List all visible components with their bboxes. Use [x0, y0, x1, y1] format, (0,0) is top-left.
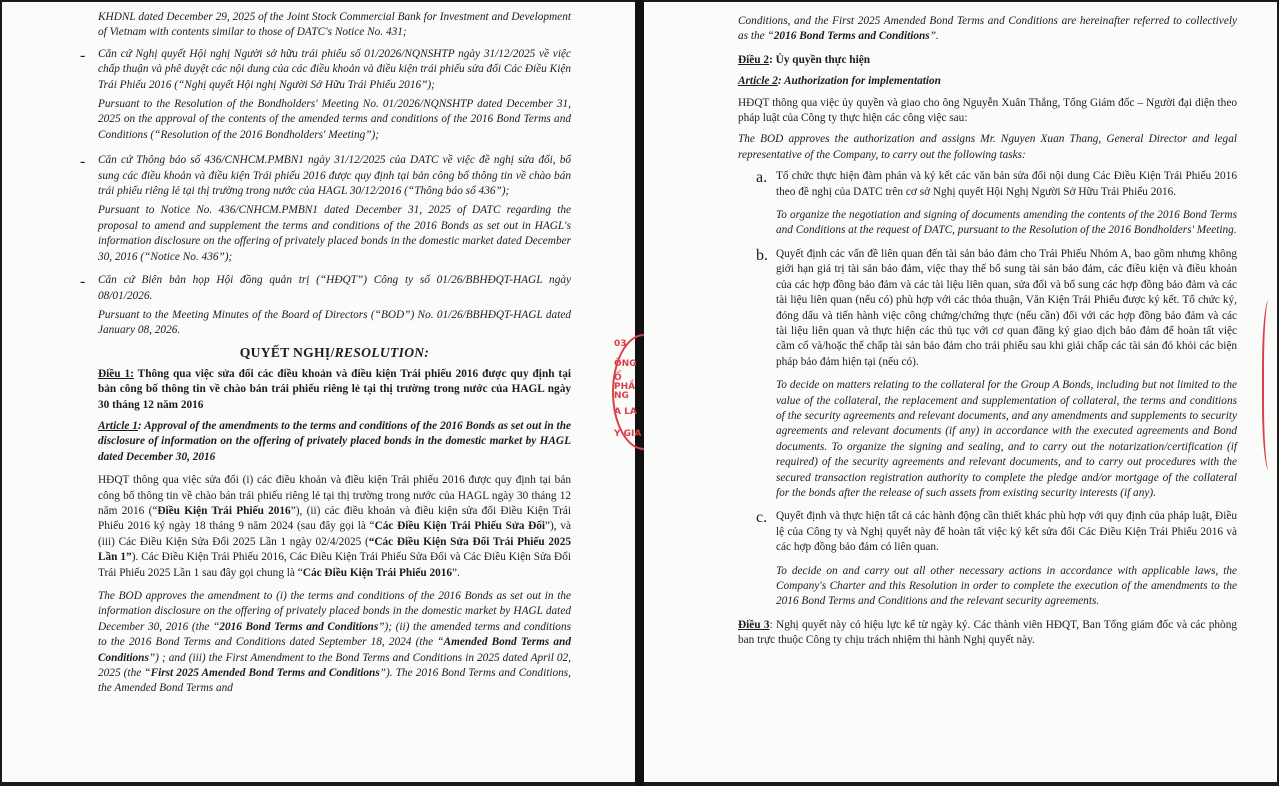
article-2-label-en: Article 2	[738, 75, 778, 88]
text-run: ). Các Điều Kiện Trái Phiếu 2016, Các Điều Kiện Trái Phiếu Sửa Đổi và Các Điều Kiện Sửa Đổi Trái Phiếu 2025 Lần 1 sau đây gọi chung là “	[98, 551, 571, 579]
article-3-label-vn: Điều 3	[738, 618, 770, 631]
preamble-continuation: KHDNL dated December 29, 2025 of the Joint Stock Commercial Bank for Investment and Development of Vietnam with contents similar to those of DATC's Notice No. 431;	[98, 11, 571, 39]
article-2-body-vn: HĐQT thông qua việc ủy quyền và giao cho ông Nguyễn Xuân Thắng, Tổng Giám đốc – Người đại diện theo pháp luật của Công ty thực hiện các công việc sau:	[738, 96, 1237, 125]
defined-term: Các Điều Kiện Trái Phiếu 2016	[302, 566, 453, 579]
item-text-en: To decide on and carry out all other necessary actions in accordance with applicable laws, the Company's Charter and this Resolution in order to complete the execution of the amendments to the 2016 Bond Terms and Conditions and the relevant security agreements.	[776, 564, 1237, 608]
article-1-body-vn	[98, 473, 571, 581]
item-text-vn: Tổ chức thực hiện đàm phán và ký kết các văn bản sửa đổi nội dung Các Điều Kiện Trái Phiếu 2016 theo đề nghị của DATC trên cơ sở Nghị quyết Hội Nghị Người Sở Hữu Trái Phiếu 2016.	[776, 170, 1237, 198]
item-label: c.	[756, 509, 768, 527]
bullet-dash: -	[80, 153, 86, 171]
recital-1-en: Pursuant to the Resolution of the Bondholders' Meeting No. 01/2026/NQNSHTP dated December 31, 2025 on the approval of the contents of the amended terms and conditions of the 2016 Bond Terms and Conditions (“Resolution of the 2016 Bondholders' Meeting”);	[98, 98, 571, 141]
article-3-text-vn: : Nghị quyết này có hiệu lực kể từ ngày ký. Các thành viên HĐQT, Ban Tổng giám đốc và các phòng ban trực thuộc Công ty chịu trách nhiệm thi hành Nghị quyết này.	[738, 618, 1238, 647]
recital-bullet-2	[80, 153, 571, 265]
recital-bullet-3	[80, 273, 571, 339]
resolution-heading	[98, 345, 571, 361]
recital-2-vn: Căn cứ Thông báo số 436/CNHCM.PMBN1 ngày 31/12/2025 của DATC về việc đề nghị sửa đổi, bổ sung các điều khoản và điều kiện Trái phiếu 2016 được quy định tại bản công bố thông tin về chào bán trái phiếu riêng lẻ tại thị trường trong nước của HAGL 30/12/2016 (“Thông báo số 436”);	[98, 154, 571, 198]
heading-vn: QUYẾT NGHỊ/	[239, 344, 335, 360]
article-1-text-en: : Approval of the amendments to the terms and conditions of the 2016 Bonds as set out in the disclosure of information on the offering of privately placed bonds in the domestic market by HAGL dated December 30, 2016	[98, 419, 571, 463]
seal-text: 03	[614, 339, 627, 349]
article-1-body-en	[98, 589, 571, 697]
text-run: ”.	[929, 30, 939, 43]
article-2-title-en	[738, 74, 1237, 89]
task-item-b	[738, 247, 1237, 502]
document-page-left	[2, 2, 635, 782]
text-run: The BOD approves the amendment to (i) the terms and conditions of the 2016 Bonds as set out in the information disclosure on the offering of privately placed bonds in the domestic market by HAGL dated December 30, 2016 (the “	[98, 590, 571, 633]
article-3-vn	[738, 618, 1237, 649]
bullet-dash: -	[80, 46, 86, 64]
text-run: ”). The 2016 Bond Terms and Conditions, the Amended Bond Terms and	[98, 667, 571, 695]
seal-text: Ổ PHẦ	[614, 373, 636, 392]
seal-text: Y GIA	[614, 429, 642, 439]
article-1-continuation	[738, 14, 1237, 45]
text-run: ”), và (iii) Các Điều Kiện Sửa Đổi 2025 Lần 1 ngày 02/4/2025 (	[98, 520, 571, 548]
recital-1-vn: Căn cứ Nghị quyết Hội nghị Người sở hữu trái phiếu số 01/2026/NQNSHTP ngày 31/12/2025 về việc chấp thuận và phê duyệt các nội dung của các điều khoản và điều kiện trái phiếu sửa đổi Các Điều Kiện Trái Phiếu 2016 (“Nghị quyết Hội nghị Người Sở Hữu Trái Phiếu 2016”);	[98, 47, 571, 91]
recital-2-en: Pursuant to Notice No. 436/CNHCM.PMBN1 dated December 31, 2025 of DATC regarding the proposal to amend and supplement the terms and conditions of the 2016 Bonds as set out in HAGL's information disclosure on the offering of privately placed bonds in the domestic market dated December 30, 2016 (“Notice No. 436”);	[98, 204, 571, 263]
document-page-right	[644, 2, 1277, 782]
seal-text: ÔNG	[614, 359, 637, 369]
task-item-a	[738, 169, 1237, 239]
article-1-title-vn	[98, 367, 571, 413]
defined-term: Điều Kiện Trái Phiếu 2016	[157, 504, 291, 517]
article-2-title-vn	[738, 53, 1237, 68]
company-seal-fragment-right	[1262, 300, 1279, 470]
item-label: b.	[756, 246, 768, 264]
item-label: a.	[756, 169, 768, 187]
bullet-dash: -	[80, 273, 86, 291]
article-2-body-en: The BOD approves the authorization and assigns Mr. Nguyen Xuan Thang, General Director and legal representative of the Company, to carry out the following tasks:	[738, 133, 1237, 161]
defined-term: “Các Điều Kiện Sửa Đổi Trái Phiếu 2025 Lần 1”	[98, 535, 571, 564]
article-2-label-vn: Điều 2	[738, 53, 770, 66]
item-text-en: To decide on matters relating to the collateral for the Group A Bonds, including but not limited to the value of the collateral, the replacement and supplementation of collateral, the terms and conditions of the security agreements and relevant documents, and any amendments and supplements to security agreements and relevant documents (if any) in accordance with the executed agreements and Bond documents. To organize the signing and sealing, and to carry out the notarization/certification (if required) of the security agreements and relevant documents, and to carry out procedures with the secured transaction registration authority to complete the pledge and/or mortgage of the collateral for the bonds after the release of such assets from existing security interests (if any).	[776, 379, 1237, 499]
text-run: Conditions, and the First 2025 Amended Bond Terms and Conditions are hereinafter referred to collectively as the “	[738, 15, 1237, 43]
recital-3-vn: Căn cứ Biên bản họp Hội đồng quản trị (“HĐQT”) Công ty số 01/26/BBHĐQT-HAGL ngày 08/01/2026.	[98, 274, 571, 302]
heading-en: RESOLUTION:	[334, 344, 430, 360]
article-1-label-vn: Điều 1:	[98, 367, 134, 380]
text-run: ”) ; and (iii) the First Amendment to the Bond Terms and Conditions in 2025 dated April 02, 2025 (the “	[98, 651, 571, 680]
article-1-label-en: Article 1	[98, 419, 138, 432]
article-1-text-vn: Thông qua việc sửa đổi các điều khoản và điều kiện Trái phiếu 2016 được quy định tại bản công bố thông tin về chào bán trái phiếu riêng lẻ tại thị trường trong nước của HAGL ngày 30 tháng 12 năm 2016	[98, 367, 571, 411]
defined-term: Amended Bond Terms and Conditions	[98, 636, 571, 664]
item-text-vn: Quyết định và thực hiện tất cả các hành động cần thiết khác phù hợp với quy định của pháp luật, Điều lệ của Công ty và Nghị quyết này để hoàn tất việc ký kết sửa đổi Các Điều Kiện Trái Phiếu 2016 và các hợp đồng bảo đảm có liên quan.	[776, 510, 1237, 554]
item-text-en: To organize the negotiation and signing of documents amending the contents of the 2016 Bond Terms and Conditions at the request of DATC, pursuant to the Resolution of the 2016 Bondholders' Meeting.	[776, 209, 1237, 237]
text-run: ”); (ii) the amended terms and conditions to the 2016 Bond Terms and Conditions dated September 18, 2024 (the “	[98, 620, 571, 649]
seal-text: A LA	[614, 407, 637, 417]
item-text-vn: Quyết định các vấn đề liên quan đến tài sản bảo đảm cho Trái Phiếu Nhóm A, bao gồm nhưng không giới hạn giá trị tài sản bảo đảm, việc thay thế bổ sung tài sản bảo đảm, các điều kiện và điều khoản của các hợp đồng bảo đảm và các tài liệu liên quan, sửa đổi và bổ sung các hợp đồng bảo đảm và các tài liệu liên quan (nếu có) phù hợp với các thỏa thuận, Văn Kiện Trái Phiếu được ký kết. Tổ chức ký, đóng dấu và tiến hành việc công chứng/chứng thực (nếu cần) đối với các hợp đồng bảo đảm và các tài liệu liên quan và thực hiện các thủ tục với cơ quan đăng ký giao dịch bảo đảm để hoàn tất việc cầm cố và/hoặc thế chấp tài sản bảo đảm cho trái phiếu sau khi giải chấp các tài sản đó khỏi các biện pháp bảo đảm hiện tại (nếu có).	[776, 247, 1237, 368]
article-1-title-en	[98, 419, 571, 465]
defined-term: First 2025 Amended Bond Terms and Conditions	[150, 667, 380, 680]
defined-term: Các Điều Kiện Trái Phiếu Sửa Đổi	[374, 520, 546, 533]
article-2-text-vn: : Ủy quyền thực hiện	[769, 53, 871, 66]
recital-3-en: Pursuant to the Meeting Minutes of the Board of Directors (“BOD”) No. 01/26/BBHĐQT-HAGL dated January 08, 2026.	[98, 308, 571, 337]
article-2-text-en: : Authorization for implementation	[777, 75, 941, 88]
text-run: HĐQT thông qua việc sửa đổi (i) các điều khoản và điều kiện Trái phiếu 2016 được quy định tại bản công bố thông tin về chào bán trái phiếu riêng lẻ tại thị trường trong nước của HAGL ngày 30 tháng 12 năm 2016 (“	[98, 474, 571, 517]
company-seal-fragment	[608, 330, 642, 450]
text-run: ”.	[452, 566, 460, 579]
text-run: ”), (ii) các điều khoản và điều kiện sửa đổi Điều Kiện Trái Phiếu 2016 ký ngày 18 tháng 9 năm 2024 (sau đây gọi là “	[98, 504, 572, 533]
recital-bullet-1	[80, 46, 571, 143]
seal-text: NG	[614, 391, 629, 401]
task-item-c	[738, 509, 1237, 609]
defined-term: 2016 Bond Terms and Conditions	[773, 30, 930, 43]
defined-term: 2016 Bond Terms and Conditions	[219, 620, 379, 633]
